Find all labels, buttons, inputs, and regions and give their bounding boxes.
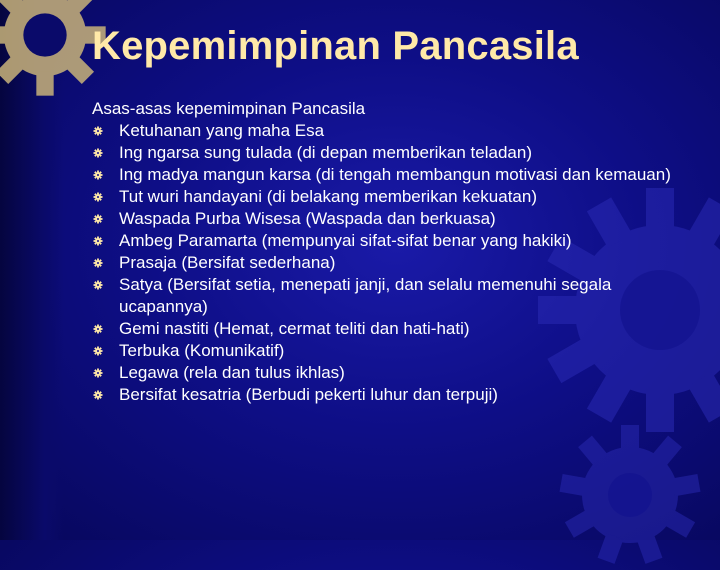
gear-bullet-icon [93, 126, 103, 136]
list-item [92, 340, 702, 362]
list-item-text: Terbuka (Komunikatif) [119, 341, 285, 360]
slide-body [92, 98, 702, 406]
gear-bullet-icon [93, 390, 103, 400]
list-item-text: Satya (Bersifat setia, menepati janji, dan selalu memenuhi segala ucapannya) [119, 275, 612, 316]
gear-bullet-icon [93, 148, 103, 158]
list-item [92, 252, 702, 274]
gear-bullet-icon [93, 368, 103, 378]
bullet-list [92, 120, 702, 406]
gear-bullet-icon [93, 346, 103, 356]
list-item [92, 164, 702, 186]
gear-bullet-icon [93, 236, 103, 246]
list-item-text: Bersifat kesatria (Berbudi pekerti luhur dan terpuji) [119, 385, 498, 404]
list-item [92, 274, 702, 318]
intro-text: Asas-asas kepemimpinan Pancasila [92, 99, 366, 118]
gear-icon [555, 420, 705, 570]
slide-title: Kepemimpinan Pancasila [92, 24, 579, 68]
list-item-text: Prasaja (Bersifat sederhana) [119, 253, 336, 272]
gear-bullet-icon [93, 324, 103, 334]
list-item-text: Gemi nastiti (Hemat, cermat teliti dan hati-hati) [119, 319, 470, 338]
list-item-text: Ing madya mangun karsa (di tengah membangun motivasi dan kemauan) [119, 165, 671, 184]
list-item [92, 318, 702, 340]
list-item-text: Ketuhanan yang maha Esa [119, 121, 325, 140]
gear-bullet-icon [93, 192, 103, 202]
list-item-text: Legawa (rela dan tulus ikhlas) [119, 363, 345, 382]
list-item [92, 384, 702, 406]
list-item [92, 142, 702, 164]
gear-bullet-icon [93, 280, 103, 290]
list-item [92, 186, 702, 208]
list-item-text: Ing ngarsa sung tulada (di depan memberikan teladan) [119, 143, 532, 162]
gear-bullet-icon [93, 258, 103, 268]
list-item-text: Tut wuri handayani (di belakang memberikan kekuatan) [119, 187, 537, 206]
list-item-text: Waspada Purba Wisesa (Waspada dan berkuasa) [119, 209, 496, 228]
list-item [92, 230, 702, 252]
gear-bullet-icon [93, 214, 103, 224]
list-item [92, 362, 702, 384]
list-item-text: Ambeg Paramarta (mempunyai sifat-sifat benar yang hakiki) [119, 231, 572, 250]
list-item [92, 208, 702, 230]
gear-bullet-icon [93, 170, 103, 180]
list-item [92, 120, 702, 142]
